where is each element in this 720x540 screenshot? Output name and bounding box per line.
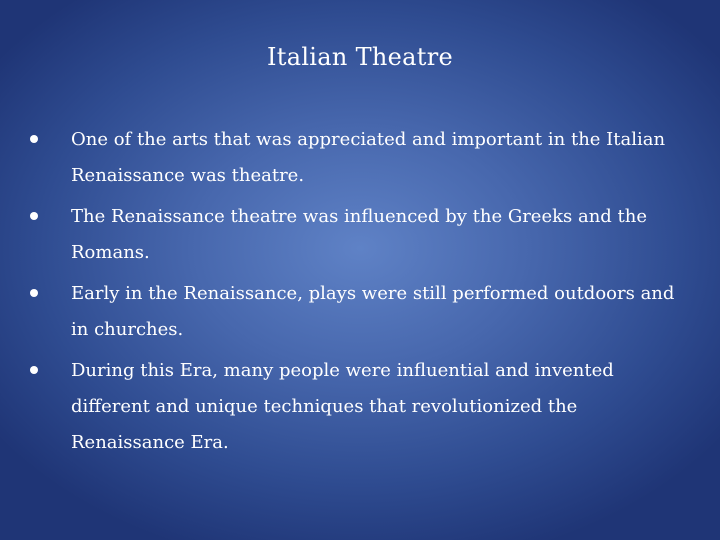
bullet-text: During this Era, many people were influential and invented different and unique techniques that revolutionized the Renaissance Era. [71,360,614,453]
bullet-item [30,276,685,348]
bullet-text: The Renaissance theatre was influenced by the Greeks and the Romans. [71,206,648,263]
bullet-dot-icon [30,212,38,220]
bullet-dot-icon [30,366,38,374]
bullet-dot-icon [30,289,38,297]
slide-title: Italian Theatre [267,43,453,71]
bullet-dot-icon [30,135,38,143]
bullet-text: Early in the Renaissance, plays were still performed outdoors and in churches. [71,283,675,340]
bullet-text: One of the arts that was appreciated and important in the Italian Renaissance was theatre. [71,129,666,186]
bullet-list [30,122,685,466]
bullet-item [30,199,685,271]
bullet-item [30,122,685,194]
bullet-item [30,353,685,461]
